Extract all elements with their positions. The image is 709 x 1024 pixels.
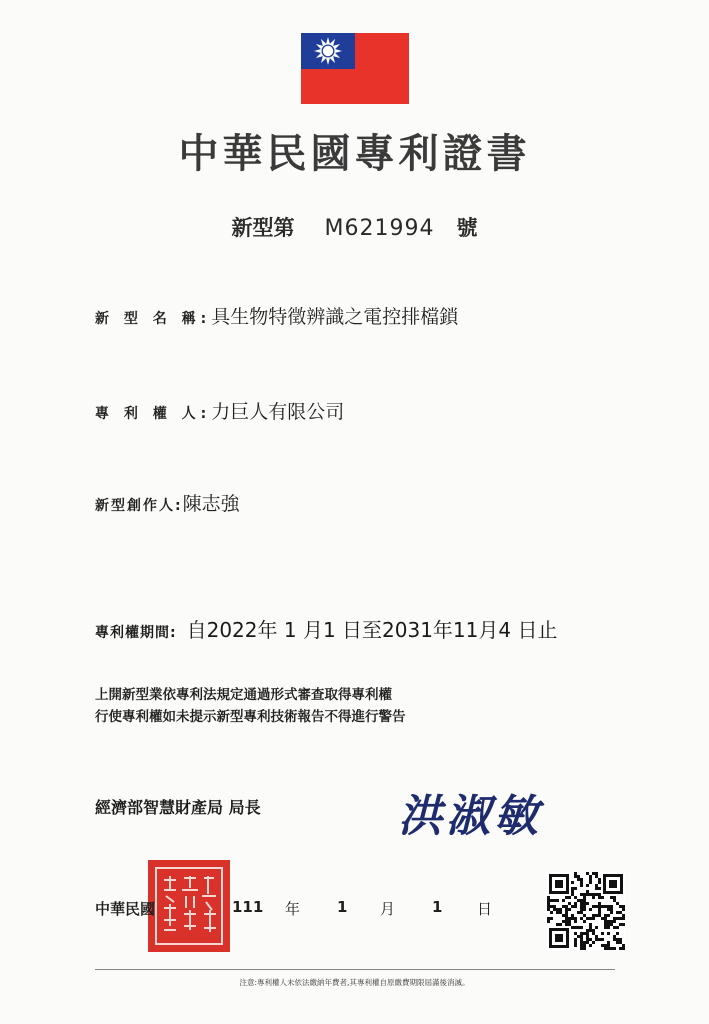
certificate-title: 中華民國專利證書	[178, 130, 531, 177]
patentee-value: 力巨人有限公司	[211, 401, 345, 423]
patent-number: M621994	[324, 216, 435, 241]
creator-value: 陳志強	[182, 493, 240, 515]
patent-number-suffix: 號	[456, 216, 478, 240]
white-sun-icon	[301, 33, 355, 69]
utility-model-name-value: 具生物特徵辨識之電控排檔鎖	[211, 306, 459, 328]
patent-term-label: 專利權期間:	[95, 625, 177, 641]
date-month: 1	[337, 898, 348, 916]
date-month-unit: 月	[380, 900, 396, 918]
seal-glyph-marks	[148, 860, 230, 952]
utility-model-name-row	[95, 302, 458, 329]
footer-note: 注意:專利權人未依法繳納年費者,其專利權自原繳費期限屆滿後消滅。	[239, 978, 470, 987]
date-day: 1	[432, 898, 443, 916]
qr-code-icon	[547, 872, 625, 950]
director-signature: 洪淑敏	[398, 791, 542, 842]
creator-row	[95, 489, 240, 516]
flag-canton	[301, 33, 355, 69]
utility-model-name-label: 新 型 名 稱:	[95, 311, 212, 327]
director-title: 經濟部智慧財產局 局長	[95, 798, 261, 817]
patentee-row	[95, 397, 344, 424]
official-seal	[148, 860, 230, 952]
roc-flag	[301, 33, 409, 104]
creator-label: 新型創作人:	[95, 498, 183, 514]
notice-line-1: 上開新型業依專利法規定通過形式審查取得專利權	[95, 687, 392, 703]
footer-divider	[95, 969, 615, 970]
date-year-unit: 年	[285, 900, 301, 918]
qr-code	[547, 872, 625, 950]
patent-number-line	[0, 212, 709, 242]
patent-term-row	[95, 614, 557, 643]
patentee-label: 專 利 權 人:	[95, 406, 212, 422]
notice-line-2: 行使專利權如未提示新型專利技術報告不得進行警告	[95, 709, 406, 725]
patent-term-value: 自2022年 1 月1 日至2031年11月4 日止	[186, 618, 558, 642]
date-day-unit: 日	[477, 900, 493, 918]
date-era: 中華民國	[95, 900, 156, 918]
patent-number-prefix: 新型第	[231, 216, 295, 240]
date-year: 111	[232, 898, 264, 916]
